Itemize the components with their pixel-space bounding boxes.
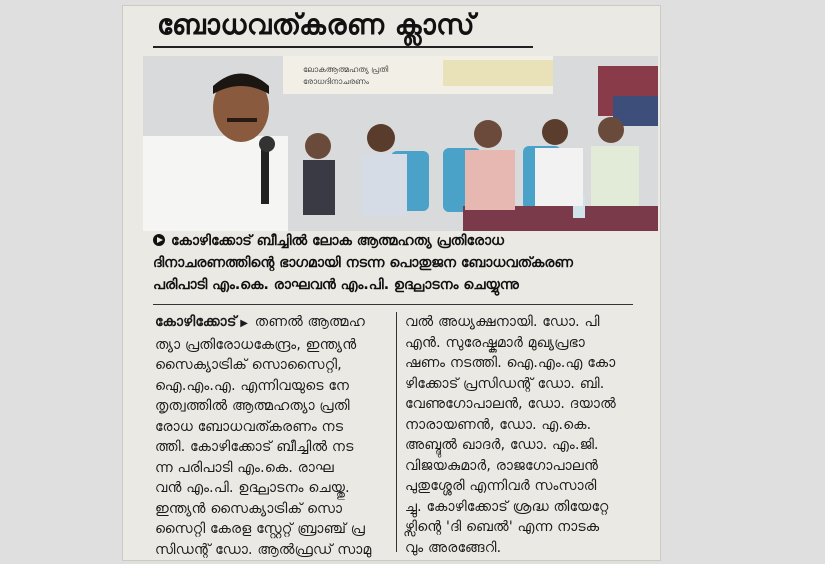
article-line: വൻ എം.പി. ഉദ്ഘാടനം ചെയ്തു. (155, 480, 350, 496)
article-line: വിജയകുമാർ, രാജഗോപാലൻ (405, 457, 599, 474)
article-line: നാരായണൻ, ഡോ. എ.കെ. (405, 416, 592, 433)
caption-text-1: കോഴിക്കോട് ബീച്ചിൽ ലോക ആത്മഹത്യ പ്രതിരോധ (171, 233, 505, 249)
article-line: വേണുഗോപാലൻ, ഡോ. ദയാൽ (405, 396, 616, 412)
article-column-left (155, 312, 391, 560)
article-line: തൃത്വത്തിൽ ആത്മഹത്യാ പ്രതി (155, 398, 350, 414)
dateline-arrow-icon: ▶ (236, 318, 249, 329)
photo-illustration (143, 56, 658, 231)
play-bullet-icon (153, 234, 165, 246)
article-line: ന്ന പരിപാടി എം.കെ. രാഘ (155, 459, 334, 476)
caption-line: ദിനാചരണത്തിന്റെ ഭാഗമായി നടന്ന പൊതുജന ബോധവത്കരണ (153, 255, 573, 271)
article-line: ഴ്സിന്റെ 'ദി ബെൽ' എന്ന നാടക (405, 519, 600, 535)
article-line: എൻ. സുരേഷ്കുമാർ മുഖ്യപ്രഭാ (405, 334, 585, 351)
dateline: കോഴിക്കോട് (155, 314, 237, 330)
article-line: ത്യാ പ്രതിരോധകേന്ദ്രം, ഇന്ത്യൻ (155, 336, 357, 353)
article-first-text: തണൽ ആത്മഹ (254, 314, 365, 330)
article-line: ഇന്ത്യൻ സൈക്യാട്രിക് സൊ (155, 500, 343, 517)
article-line: അബ്ദുൽ ഖാദർ, ഡോ. എം.ജി. (405, 437, 599, 453)
column-divider (396, 312, 397, 552)
photo-caption (153, 230, 633, 302)
banner-text-1: ലോകആത്മഹത്യ പ്രതി (303, 65, 389, 74)
article-line: ഷണം നടത്തി. ഐ.എം.എ കോ (405, 355, 616, 371)
article-line: സൈറ്റി കേരള സ്റ്റേറ്റ് ബ്രാഞ്ച് പ്ര (155, 521, 366, 537)
article-line: സൈക്യാട്രിക് സൊസൈറ്റി, (155, 357, 342, 373)
article-column-right (405, 312, 645, 558)
article-line: വും അരങ്ങേറി. (405, 539, 502, 556)
caption-line (153, 230, 633, 252)
article-line: വൽ അധ്യക്ഷനായി. ഡോ. പി (405, 314, 600, 330)
banner-text-2: രോധദിനാചരണം (303, 77, 369, 86)
article-line: ഴിക്കോട് പ്രസിഡന്റ് ഡോ. ബി. (405, 375, 605, 392)
article-line: സിഡന്റ് ഡോ. ആൽഫ്രഡ് സാമു (155, 541, 372, 558)
news-photo (143, 56, 658, 231)
caption-divider (153, 304, 633, 305)
article-line: രോധ ബോധവത്കരണം നട (155, 418, 344, 435)
headline: ബോധവത്കരണ ക്ലാസ് (157, 8, 476, 41)
article-line: ത്തി. കോഴിക്കോട് ബീച്ചിൽ നട (155, 439, 354, 455)
caption-line: പരിപാടി എം.കെ. രാഘവൻ എം.പി. ഉദ്ഘാടനം ചെയ്യുന്നു (153, 277, 519, 293)
headline-rule (153, 46, 533, 48)
article-line: ഐ.എം.എ. എന്നിവയുടെ നേ (155, 377, 350, 394)
article-line: പുതുശ്ശേരി എന്നിവർ സംസാരി (405, 478, 597, 494)
article-line (155, 312, 391, 335)
newspaper-clipping (123, 6, 660, 560)
article-line: ച്ചു. കോഴിക്കോട് ശ്രദ്ധ തിയേറ്റേ (405, 498, 609, 515)
